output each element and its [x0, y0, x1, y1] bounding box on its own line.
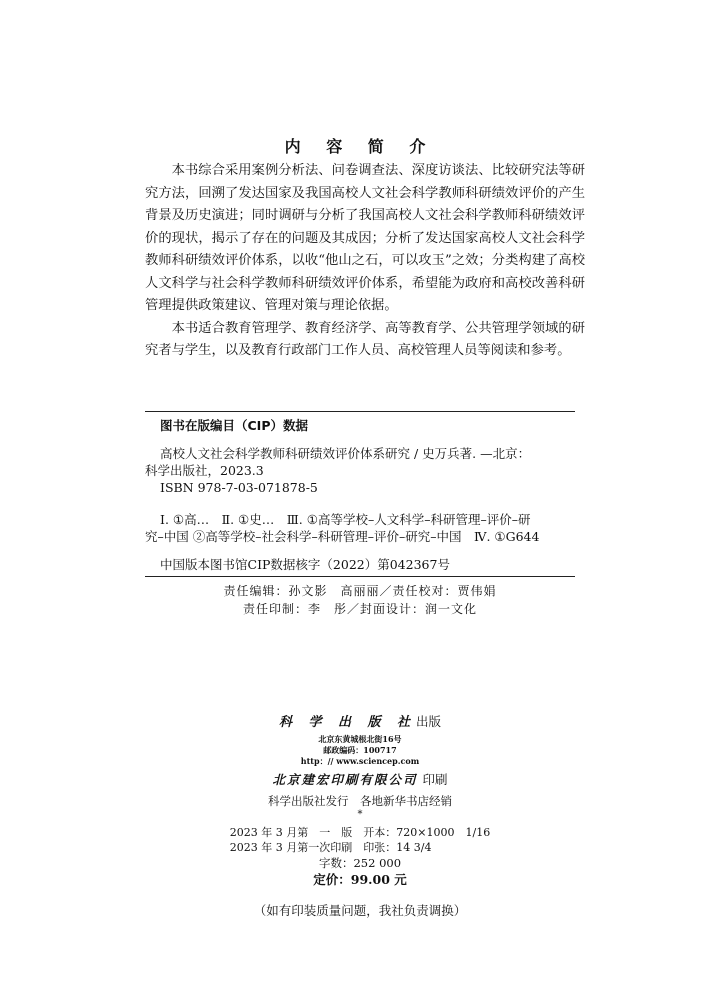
publisher-line	[0, 712, 720, 732]
word-count: 字数：252 000	[318, 856, 402, 870]
printer-name: 北京建宏印刷有限公司	[272, 772, 418, 787]
printer-line	[0, 769, 720, 790]
cip-record-number: 中国版本图书馆CIP数据核字（2022）第042367号	[160, 557, 450, 572]
cip-citation-line-1: 高校人文社会科学教师科研绩效评价体系研究 / 史万兵著. —北京：	[160, 446, 531, 461]
publisher-website: http：// www.sciencep.com	[300, 756, 420, 766]
cip-isbn: ISBN 978-7-03-071878-5	[160, 480, 318, 495]
cip-citation-line-2: 科学出版社，2023.3	[145, 463, 264, 478]
summary-paragraph-1: 本书综合采用案例分析法、问卷调查法、深度访谈法、比较研究法等研究方法，回溯了发达国家及我国高校人文社会科学教师科研绩效评价的产生背景及历史演进；同时调研与分析了我国高校人文社会科学教师科研绩效评价的现状，揭示了存在的问题及其成因；分析了发达国家高校人文社会科学教师科研绩效评价体系，以收“他山之石，可以攻玉”之效；分类构建了高校人文科学与社会科学教师科研绩效评价体系，希望能为政府和高校改善科研管理提供政策建议、管理对策与理论依据。	[145, 163, 585, 313]
cip-top-rule	[145, 411, 575, 412]
spec-line-2: 2023 年 3 月第一次印刷 印张：14 3/4	[229, 841, 432, 854]
cip-heading: 图书在版编目（CIP）数据	[160, 418, 308, 433]
summary-body	[145, 160, 585, 363]
distribution-line: 科学出版社发行 各地新华书店经销	[268, 794, 452, 808]
price: 定价：99.00 元	[313, 872, 407, 887]
summary-paragraph-2: 本书适合教育管理学、教育经济学、高等教育学、公共管理学领域的研究者与学生，以及教育行政部门工作人员、高校管理人员等阅读和参考。	[145, 320, 585, 358]
spec-line-1: 2023 年 3 月第 一 版 开本：720×1000 1/16	[229, 826, 491, 839]
separator-star: *	[357, 809, 363, 820]
spec-wrapper	[0, 825, 720, 855]
summary-title: 内 容 简 介	[284, 137, 436, 156]
imprint-block	[0, 712, 720, 919]
publisher-postcode: 邮政编码：100717	[323, 745, 397, 755]
credits-line-1: 责任编辑：孙文影 高丽丽／责任校对：贾伟娟	[223, 584, 497, 598]
cip-citation	[145, 445, 575, 496]
publisher-suffix: 出版	[416, 714, 442, 729]
publisher-name: 科 学 出 版 社	[278, 715, 417, 730]
editorial-credits	[0, 582, 720, 618]
printer-suffix: 印刷	[422, 772, 448, 787]
print-specs	[230, 825, 490, 855]
cip-bottom-rule	[145, 576, 575, 577]
cip-class-line-1: Ⅰ. ①高… Ⅱ. ①史… Ⅲ. ①高等学校–人文科学–科研管理–评价–研	[160, 512, 531, 527]
cip-class-line-2: 究–中国 ②高等学校–社会科学–科研管理–评价–研究–中国 Ⅳ. ①G644	[145, 529, 540, 544]
cip-record	[145, 556, 575, 573]
credits-line-2: 责任印制：李 彤／封面设计：润一文化	[242, 602, 477, 616]
publisher-address: 北京东黄城根北街16号	[318, 734, 402, 744]
quality-notice: （如有印装质量问题，我社负责调换）	[253, 903, 467, 918]
cip-classification	[145, 511, 575, 545]
